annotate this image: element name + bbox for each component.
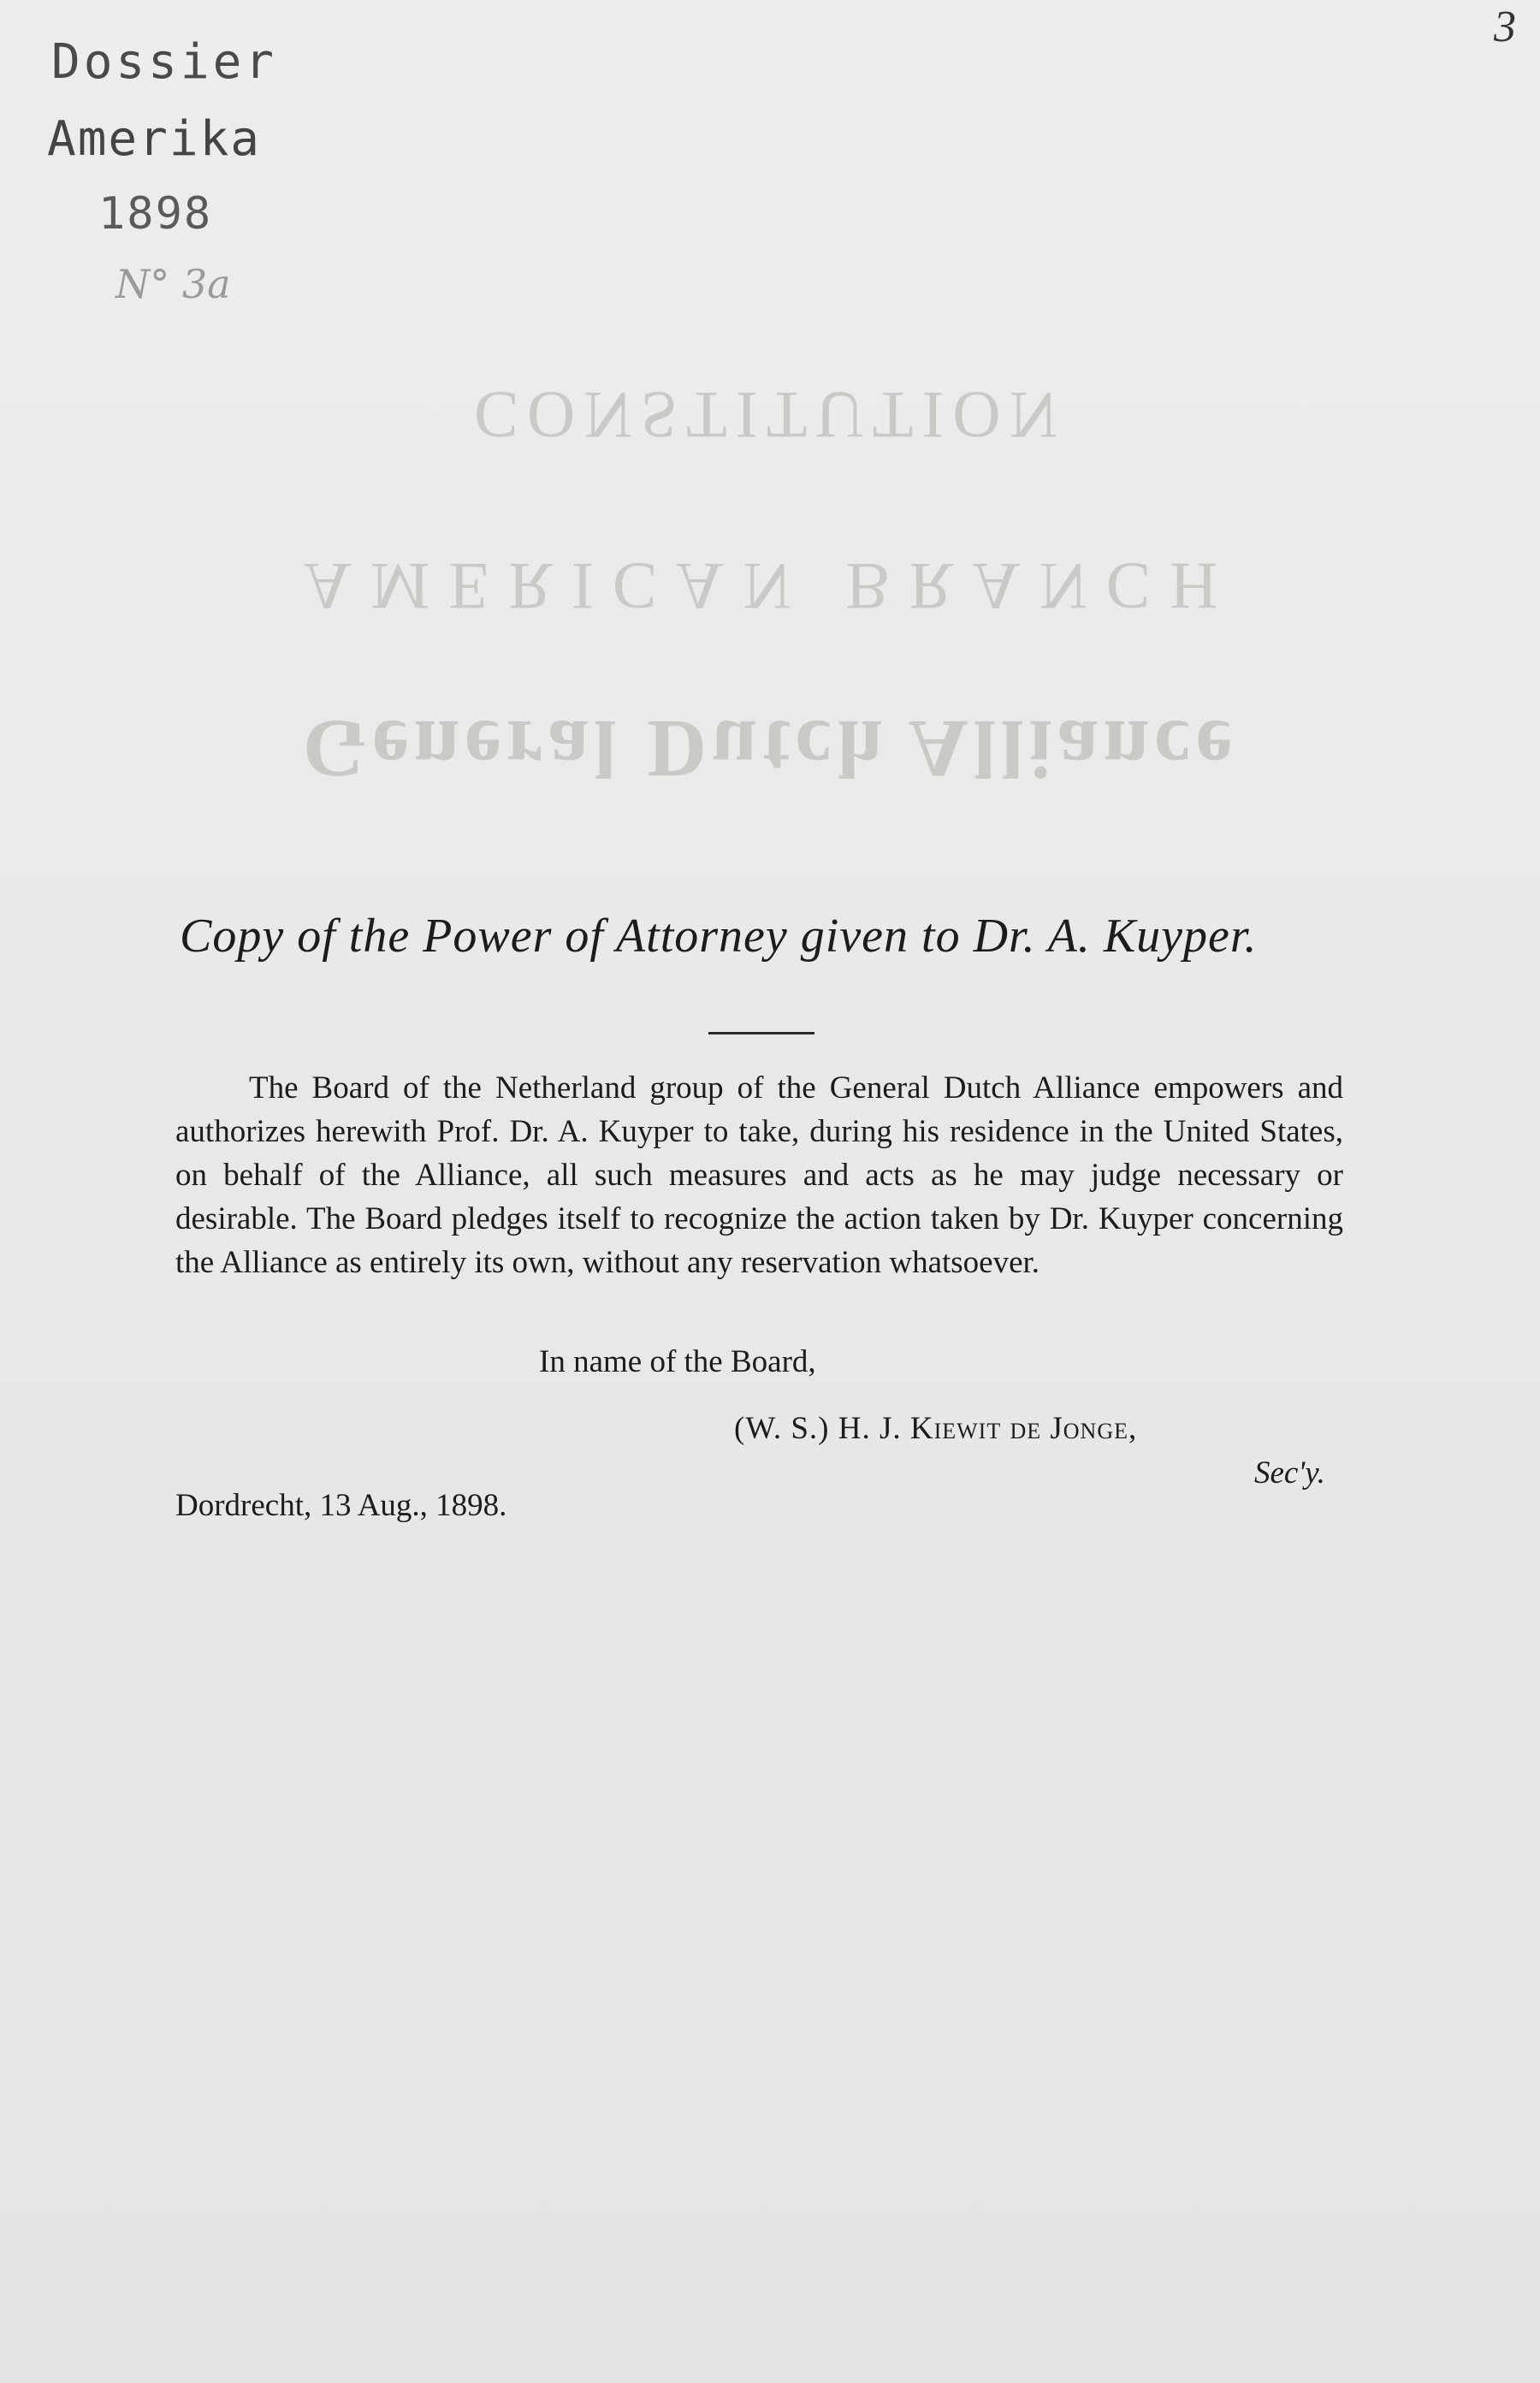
document-title: Copy of the Power of Attorney given to Dr. A. Kuyper. xyxy=(180,910,1258,963)
page-number: 3 xyxy=(1494,3,1516,51)
bleed-through-line-2: AMERICAN BRANCH xyxy=(303,549,1237,624)
closing-line: In name of the Board, xyxy=(539,1344,816,1379)
signatory-role: Sec'y. xyxy=(1254,1455,1325,1491)
stamp-year: 1898 xyxy=(98,188,213,240)
bleed-through-line-3: General Dutch Alliance xyxy=(303,703,1237,795)
signature-line xyxy=(734,1410,1137,1447)
signature-prefix: (W. S.) xyxy=(734,1411,830,1446)
title-divider xyxy=(708,1032,814,1034)
signatory-name: H. J. Kiewit de Jonge, xyxy=(838,1411,1138,1446)
body-paragraph: The Board of the Netherland group of the General Dutch Alliance empowers and authorizes herewith Prof. Dr. A. Kuyper to take, during his residence in the United States, on behalf of the Alliance, all such measures and acts as he may judge necessary or desirable. The Board pledges itself to recognize the action taken by Dr. Kuyper concerning the Alliance as entirely its own, without any reservation whatsoever. xyxy=(175,1070,1343,1280)
dateline: Dordrecht, 13 Aug., 1898. xyxy=(175,1488,507,1523)
stamp-country: Amerika xyxy=(47,111,262,167)
stamp-dossier: Dossier xyxy=(51,34,278,90)
stamp-annotation: N° 3a xyxy=(116,261,231,307)
bleed-through-line-1: CONSTITUTION xyxy=(474,378,1066,453)
